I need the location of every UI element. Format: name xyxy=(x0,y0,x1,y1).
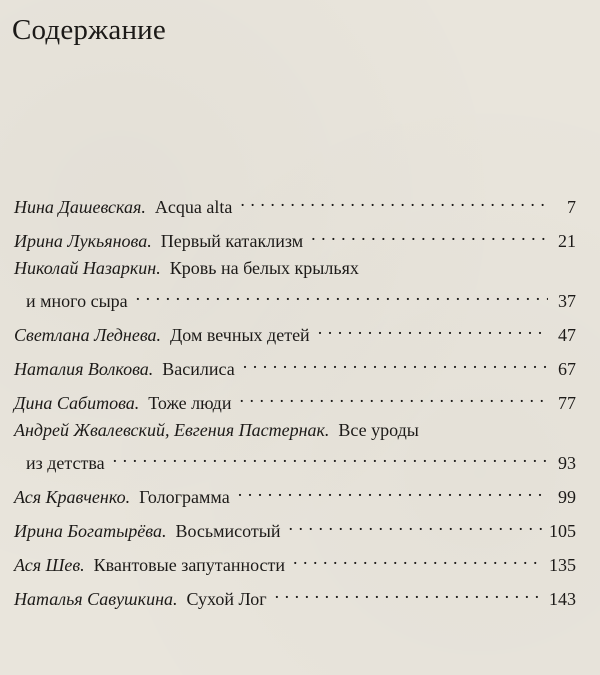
entry-author: Андрей Жвалевский, Евгения Пастернак. xyxy=(14,420,330,440)
entry-title: Все уроды xyxy=(338,420,419,440)
toc-line xyxy=(14,511,576,541)
entry-author: Нина Дашевская. xyxy=(14,197,146,217)
entry-page-number: 105 xyxy=(549,521,576,541)
entry-page-number: 143 xyxy=(549,589,576,609)
entry-page-number: 135 xyxy=(549,555,576,575)
toc-entry xyxy=(14,477,576,507)
entry-page-number: 77 xyxy=(558,393,576,413)
toc-entry xyxy=(14,255,576,311)
dot-leader xyxy=(293,545,543,571)
toc-line xyxy=(14,545,576,575)
entry-title: Первый катаклизм xyxy=(160,231,304,251)
entry-title: Тоже люди xyxy=(148,393,232,413)
toc-line xyxy=(14,579,576,609)
entry-title: Дом вечных детей xyxy=(170,325,310,345)
dot-leader xyxy=(318,315,548,341)
toc-entry xyxy=(14,349,576,379)
toc-line xyxy=(14,221,576,251)
dot-leader xyxy=(136,281,548,307)
toc-line xyxy=(14,187,576,217)
toc-entry xyxy=(14,511,576,541)
entry-title: Василиса xyxy=(162,359,235,379)
toc-entry xyxy=(14,579,576,609)
toc-line xyxy=(14,477,576,507)
dot-leader xyxy=(243,349,548,375)
entry-author: Ася Шев. xyxy=(14,555,85,575)
entry-page-number: 93 xyxy=(558,453,576,473)
entry-author: Светлана Леднева. xyxy=(14,325,162,345)
toc-entry xyxy=(14,221,576,251)
toc-line-continued xyxy=(14,281,576,311)
toc-line xyxy=(14,383,576,413)
toc-line-continued xyxy=(14,443,576,473)
toc-line xyxy=(14,255,576,281)
toc-entry xyxy=(14,187,576,217)
toc-entry xyxy=(14,383,576,413)
entry-author: Ирина Богатырёва. xyxy=(14,521,167,541)
entry-title-continued: и много сыра xyxy=(26,291,128,311)
entry-title: Голограмма xyxy=(139,487,230,507)
entry-title-continued: из детства xyxy=(26,453,105,473)
entry-page-number: 7 xyxy=(567,197,576,217)
dot-leader xyxy=(275,579,543,605)
toc-line xyxy=(14,417,576,443)
page-title: Содержание xyxy=(12,14,166,46)
entry-title: Квантовые запутанности xyxy=(93,555,286,575)
entry-title: Кровь на белых крыльях xyxy=(169,258,359,278)
toc-line xyxy=(14,315,576,345)
toc-entry xyxy=(14,417,576,473)
entry-title: Восьмисотый xyxy=(175,521,281,541)
entry-page-number: 47 xyxy=(558,325,576,345)
dot-leader xyxy=(240,187,548,213)
dot-leader xyxy=(239,383,548,409)
entry-author: Наталья Савушкина. xyxy=(14,589,178,609)
table-of-contents xyxy=(14,187,576,613)
entry-page-number: 67 xyxy=(558,359,576,379)
toc-line xyxy=(14,349,576,379)
dot-leader xyxy=(311,221,548,247)
dot-leader xyxy=(238,477,548,503)
dot-leader xyxy=(288,511,543,537)
entry-title: Сухой Лог xyxy=(186,589,267,609)
entry-page-number: 37 xyxy=(558,291,576,311)
entry-author: Николай Назаркин. xyxy=(14,258,161,278)
entry-page-number: 21 xyxy=(558,231,576,251)
entry-author: Наталия Волкова. xyxy=(14,359,154,379)
dot-leader xyxy=(113,443,548,469)
entry-author: Ася Кравченко. xyxy=(14,487,131,507)
entry-author: Ирина Лукьянова. xyxy=(14,231,152,251)
toc-entry xyxy=(14,545,576,575)
entry-author: Дина Сабитова. xyxy=(14,393,140,413)
entry-title: Acqua alta xyxy=(154,197,233,217)
toc-entry xyxy=(14,315,576,345)
entry-page-number: 99 xyxy=(558,487,576,507)
